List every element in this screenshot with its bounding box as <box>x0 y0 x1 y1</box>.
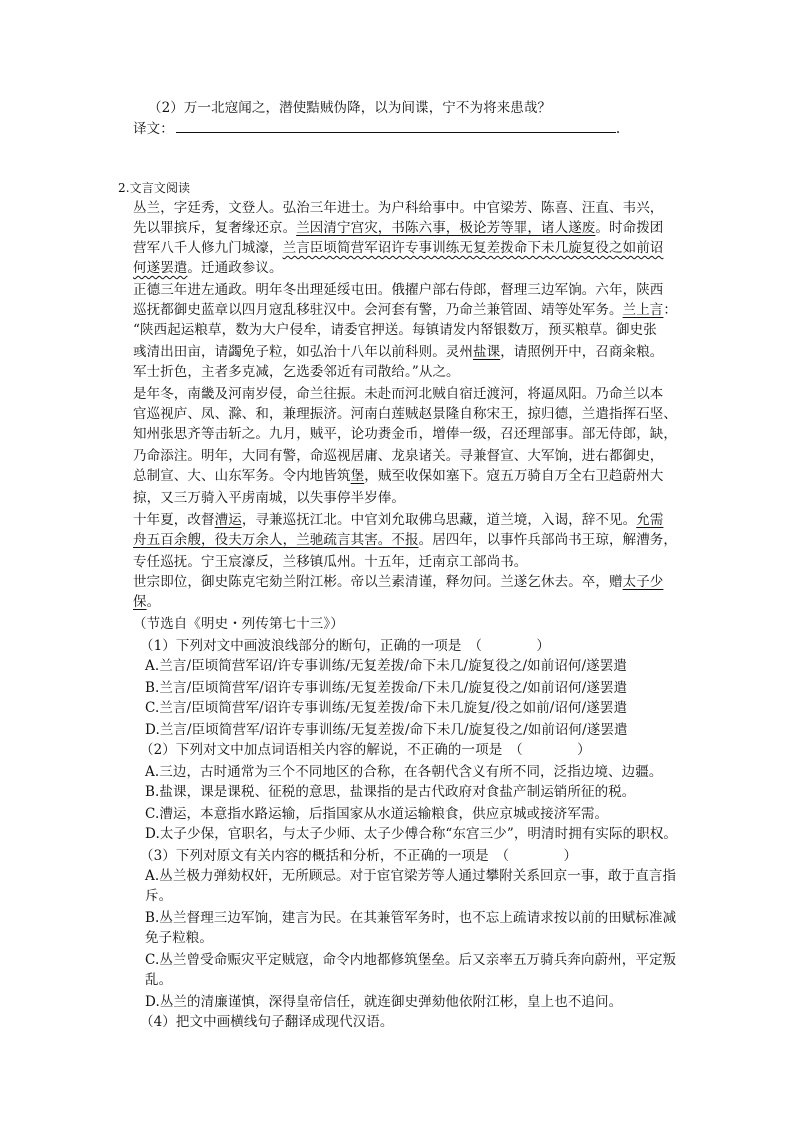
option-c-cont: 乱。 <box>145 972 173 988</box>
translate-end: . <box>615 121 621 137</box>
option-b[interactable]: B.丛兰督理三边军饷，建言为民。在其兼管军务时，也不忘上疏请求按以前的田赋标准减 <box>145 910 677 926</box>
question-stem: （2）下列对文中加点词语相关内容的解说，不正确的一项是 （ ） <box>140 742 591 758</box>
answer-blank[interactable] <box>176 118 616 133</box>
passage-line: 彧清出田亩，请蠲免子粒，如弘治十八年以前科则。灵州盐课，请照例开中，召商籴粮。 <box>133 344 664 360</box>
option-d[interactable]: D.丛兰的清廉谨慎，深得皇帝信任，就连御史弹劾他依附江彬，皇上也不追问。 <box>145 994 623 1010</box>
question-stem: （3）下列对原文有关内容的概括和分析，不正确的一项是 （ ） <box>140 848 578 864</box>
question-stem: （1）下列对文中画波浪线部分的断句，正确的一项是 （ ） <box>140 638 550 654</box>
option-c[interactable]: C.兰言/臣顷简营军/诏许专事训练/无复差拨/命下未几旋复/役之如前/诏何/遂罢遣 <box>145 700 628 716</box>
option-c[interactable]: C.丛兰曾受命赈灾平定贼寇，命令内地都修筑堡垒。后又亲率五万骑兵奔向蔚州，平定叛 <box>145 952 677 968</box>
wavy-sentence: 何遂罢遣 <box>133 260 188 276</box>
option-d[interactable]: D.太子少保，官职名，与太子少师、太子少傅合称“东宫三少”，明清时拥有实际的职权。 <box>145 826 678 842</box>
section-title: 2.文言文阅读 <box>118 181 191 195</box>
option-a-cont: 斥。 <box>145 888 173 904</box>
passage-line: 巡抚都御史蓝章以四月寇乱移驻汉中。会河套有警，乃命兰兼管固、靖等处军务。兰上言： <box>133 302 678 318</box>
underlined-sentence: 舟五百余艘，役夫万余人，兰驰疏言其害。不报 <box>133 532 419 548</box>
passage-line: 官巡视庐、凤、滁、和，兼理振济。河南白莲贼赵景隆自称宋王，掠归德，兰遣指挥石坚、 <box>133 406 677 422</box>
passage-line: 营军八千人修九门城濠，兰言臣顷简营军诏许专事训练无复差拨命下未几旋复役之如前诏 <box>133 240 664 256</box>
underlined-sentence: 兰因清宁宫灾，书陈六事，极论芳等罪，诸人遂废 <box>296 220 596 236</box>
passage-line: 掠，又三万骑入平虏南城，以失事停半岁俸。 <box>133 490 405 506</box>
underlined-sentence: 允需 <box>636 512 664 528</box>
option-a[interactable]: A.丛兰极力弹劾权奸，无所顾忌。对于宦官梁芳等人通过攀附关系回京一事，敢于直言指 <box>145 868 677 884</box>
passage-line: 先以罪摈斥，复奢缘还京。兰因清宁宫灾，书陈六事，极论芳等罪，诸人遂废。时命拨团 <box>133 220 664 236</box>
passage-line: 乃命添注。明年，大同有警，命巡视居庸、龙泉诸关。寻兼督宣、大军饷，进右都御史， <box>133 448 664 464</box>
passage-line: 专任巡抚。宁王宸濠反，兰移镇瓜州。十五年，迁南京工部尚书。 <box>133 554 528 570</box>
option-b[interactable]: B.兰言/臣顷简营军/诏许专事训练/无复差拨命/下未几/旋复役之/如前诏何/遂罢遣 <box>145 680 628 696</box>
option-a[interactable]: A.三边，古时通常为三个不同地区的合称，在各朝代含义有所不同，泛指边境、边疆。 <box>145 764 663 780</box>
passage-line: 十年夏，改督漕运，寻兼巡抚江北。中官刘允取佛乌思藏，道兰境，入谒，辞不见。允需 <box>133 512 664 528</box>
translate-line <box>133 118 620 139</box>
passage-line: 军士折色，主者多克减，乞选委邻近有司散给。”从之。 <box>133 364 460 380</box>
passage-line: 丛兰，字廷秀，文登人。弘治三年进士。为户科给事中。中官梁芳、陈喜、汪直、韦兴， <box>133 200 664 216</box>
prev-question-2: （2）万一北寇闻之，潜使黠贼伪降，以为间谍，宁不为将来患哉？ <box>148 100 552 116</box>
passage-line: 世宗即位，御史陈克宅劾兰附江彬。帝以兰素清谨，释勿问。兰遂乞休去。卒，赠太子少 <box>133 574 664 590</box>
option-c[interactable]: C.漕运，本意指水路运输，后指国家从水道运输粮食，供应京城或接济军需。 <box>145 806 609 822</box>
passage-line: 总制宣、大、山东军务。令内地皆筑堡，贼至收保如塞下。寇五万骑自万全右卫趋蔚州大 <box>133 468 664 484</box>
passage-line: 知州张思齐等击斩之。九月，贼平，论功赉金币，增俸一级，召还理部事。部无侍郎，缺， <box>133 426 677 442</box>
wavy-sentence: 兰言臣顷简营军诏许专事训练无复差拨命下未几旋复役之如前诏 <box>282 240 664 256</box>
source-citation: （节选自《明史・列传第七十三》） <box>133 616 344 632</box>
passage-line: 何遂罢遣。迁通政参议。 <box>133 260 283 276</box>
option-a[interactable]: A.兰言/臣顷简营军诏/许专事训练/无复差拨/命下未几/旋复役之/如前诏何/遂罢遣 <box>145 658 627 674</box>
option-b-cont: 免子粒粮。 <box>145 930 213 946</box>
passage-line: 舟五百余艘，役夫万余人，兰驰疏言其害。不报。居四年，以事忤兵部尚书王琼，解漕务， <box>133 532 678 548</box>
passage-line: “陕西起运粮草，数为大户侵牟，请委官押送。每镇请发内帑银数万，预买粮草。御史张 <box>133 322 657 338</box>
translate-label: 译文： <box>133 121 174 137</box>
option-d[interactable]: D.兰言/臣顷简营军/诏许专事训练/无复差拨/命下未几/旋复役之/如前诏何/遂罢遣 <box>145 722 628 738</box>
passage-line: 正德三年进左通政。明年冬出理延绥屯田。俄擢户部右侍郎，督理三边军饷。六年，陕西 <box>133 282 664 298</box>
option-b[interactable]: B.盐课，课是课税、征税的意思，盐课指的是古代政府对食盐产制运销所征的税。 <box>145 784 636 800</box>
passage-line: 保。 <box>133 594 161 610</box>
passage-line: 是年冬，南畿及河南岁侵，命兰往振。未赴而河北贼自宿迁渡河，将逼凤阳。乃命兰以本 <box>133 386 664 402</box>
question-stem: （4）把文中画横线句子翻译成现代汉语。 <box>140 1014 394 1030</box>
